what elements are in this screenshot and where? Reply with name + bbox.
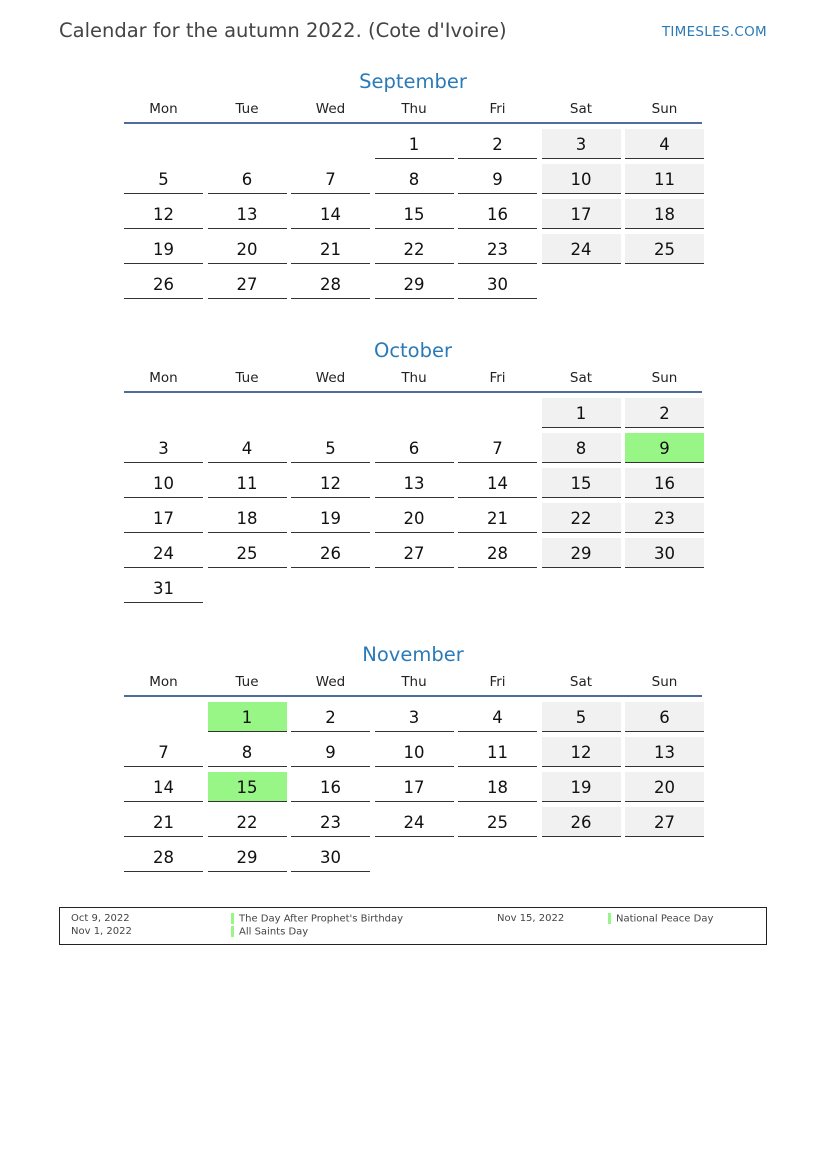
day-cell: 1 [375, 129, 454, 159]
day-cell: 13 [208, 199, 287, 229]
day-cell: 23 [458, 234, 537, 264]
weekday-label: Wed [315, 674, 346, 690]
weekend-day-cell: 17 [542, 199, 621, 229]
empty-cell [458, 398, 537, 428]
empty-cell [208, 398, 287, 428]
day-cell: 3 [124, 433, 203, 463]
weekend-day-cell: 3 [542, 129, 621, 159]
month-october [124, 339, 702, 603]
month-september [124, 70, 702, 299]
month-november [124, 643, 702, 872]
weekend-day-cell: 23 [625, 503, 704, 533]
weekday-label: Fri [489, 101, 506, 117]
month-title: October [373, 339, 453, 362]
legend-date: Oct 9, 2022 [71, 913, 130, 924]
empty-cell [124, 702, 203, 732]
weekday-label: Sun [651, 101, 678, 117]
empty-cell [124, 129, 203, 159]
weekend-day-cell: 22 [542, 503, 621, 533]
day-cell: 21 [458, 503, 537, 533]
holiday-color-swatch [231, 913, 234, 924]
day-cell: 27 [375, 538, 454, 568]
holiday-day-cell: 9 [625, 433, 704, 463]
day-cell: 21 [291, 234, 370, 264]
day-cell: 14 [458, 468, 537, 498]
day-cell: 24 [375, 807, 454, 837]
day-grid [124, 398, 702, 603]
day-cell: 18 [458, 772, 537, 802]
weekday-label: Fri [489, 370, 506, 386]
day-grid [124, 702, 702, 872]
weekend-day-cell: 18 [625, 199, 704, 229]
day-cell: 30 [458, 269, 537, 299]
day-cell: 31 [124, 573, 203, 603]
day-cell: 2 [291, 702, 370, 732]
empty-cell [291, 129, 370, 159]
day-cell: 8 [208, 737, 287, 767]
weekday-label: Sun [651, 674, 678, 690]
weekend-day-cell: 2 [625, 398, 704, 428]
site-brand-link[interactable]: TIMESLES.COM [661, 24, 767, 40]
day-cell: 5 [124, 164, 203, 194]
weekend-day-cell: 4 [625, 129, 704, 159]
weekday-label: Wed [315, 370, 346, 386]
day-cell: 23 [291, 807, 370, 837]
weekday-label: Mon [149, 101, 178, 117]
legend-date: Nov 15, 2022 [497, 913, 565, 924]
weekend-day-cell: 5 [542, 702, 621, 732]
legend-holiday-name: The Day After Prophet's Birthday [231, 913, 403, 926]
weekend-day-cell: 13 [625, 737, 704, 767]
holiday-legend [59, 907, 767, 945]
day-cell: 26 [124, 269, 203, 299]
day-cell: 30 [291, 842, 370, 872]
day-cell: 7 [124, 737, 203, 767]
weekend-day-cell: 27 [625, 807, 704, 837]
day-cell: 29 [375, 269, 454, 299]
day-cell: 4 [208, 433, 287, 463]
legend-holiday-name: All Saints Day [231, 926, 308, 939]
day-cell: 25 [458, 807, 537, 837]
weekday-label: Wed [315, 101, 346, 117]
day-cell: 19 [124, 234, 203, 264]
weekend-day-cell: 16 [625, 468, 704, 498]
page-title: Calendar for the autumn 2022. (Cote d'Ivoire) [59, 19, 507, 42]
weekday-label: Thu [401, 101, 427, 117]
day-cell: 27 [208, 269, 287, 299]
weekday-label: Tue [235, 101, 259, 117]
weekend-day-cell: 11 [625, 164, 704, 194]
month-title: November [362, 643, 464, 666]
day-cell: 17 [375, 772, 454, 802]
weekday-label: Sat [569, 101, 593, 117]
day-cell: 6 [375, 433, 454, 463]
day-cell: 22 [208, 807, 287, 837]
weekend-day-cell: 12 [542, 737, 621, 767]
weekend-day-cell: 15 [542, 468, 621, 498]
empty-cell [208, 129, 287, 159]
weekday-label: Thu [401, 370, 427, 386]
legend-holiday-name: National Peace Day [608, 913, 713, 926]
day-cell: 26 [291, 538, 370, 568]
weekday-label: Thu [401, 674, 427, 690]
weekday-header [124, 102, 702, 124]
weekend-day-cell: 19 [542, 772, 621, 802]
day-cell: 12 [124, 199, 203, 229]
day-cell: 10 [124, 468, 203, 498]
day-cell: 14 [124, 772, 203, 802]
day-cell: 21 [124, 807, 203, 837]
weekend-day-cell: 30 [625, 538, 704, 568]
day-cell: 11 [458, 737, 537, 767]
day-cell: 22 [375, 234, 454, 264]
weekday-label: Sat [569, 674, 593, 690]
day-cell: 25 [208, 538, 287, 568]
weekend-day-cell: 6 [625, 702, 704, 732]
weekday-label: Fri [489, 674, 506, 690]
weekday-label: Sun [651, 370, 678, 386]
holiday-day-cell: 15 [208, 772, 287, 802]
weekend-day-cell: 1 [542, 398, 621, 428]
day-cell: 12 [291, 468, 370, 498]
weekday-header [124, 675, 702, 697]
day-cell: 28 [124, 842, 203, 872]
day-cell: 16 [458, 199, 537, 229]
day-cell: 20 [208, 234, 287, 264]
holiday-color-swatch [231, 926, 234, 937]
empty-cell [291, 398, 370, 428]
day-cell: 2 [458, 129, 537, 159]
day-cell: 10 [375, 737, 454, 767]
weekend-day-cell: 20 [625, 772, 704, 802]
weekday-label: Sat [569, 370, 593, 386]
weekend-day-cell: 8 [542, 433, 621, 463]
day-cell: 24 [124, 538, 203, 568]
day-cell: 3 [375, 702, 454, 732]
weekend-day-cell: 10 [542, 164, 621, 194]
day-cell: 17 [124, 503, 203, 533]
weekday-label: Tue [235, 370, 259, 386]
day-grid [124, 129, 702, 299]
weekend-day-cell: 24 [542, 234, 621, 264]
holiday-color-swatch [608, 913, 611, 924]
day-cell: 9 [458, 164, 537, 194]
day-cell: 7 [291, 164, 370, 194]
day-cell: 6 [208, 164, 287, 194]
day-cell: 28 [458, 538, 537, 568]
day-cell: 28 [291, 269, 370, 299]
month-title: September [359, 70, 467, 93]
legend-date: Nov 1, 2022 [71, 926, 132, 937]
day-cell: 5 [291, 433, 370, 463]
weekday-header [124, 371, 702, 393]
day-cell: 4 [458, 702, 537, 732]
weekday-label: Tue [235, 674, 259, 690]
weekend-day-cell: 29 [542, 538, 621, 568]
day-cell: 29 [208, 842, 287, 872]
day-cell: 8 [375, 164, 454, 194]
day-cell: 13 [375, 468, 454, 498]
empty-cell [375, 398, 454, 428]
day-cell: 9 [291, 737, 370, 767]
weekday-label: Mon [149, 674, 178, 690]
day-cell: 11 [208, 468, 287, 498]
weekend-day-cell: 25 [625, 234, 704, 264]
day-cell: 14 [291, 199, 370, 229]
day-cell: 18 [208, 503, 287, 533]
day-cell: 19 [291, 503, 370, 533]
weekday-label: Mon [149, 370, 178, 386]
day-cell: 7 [458, 433, 537, 463]
day-cell: 15 [375, 199, 454, 229]
weekend-day-cell: 26 [542, 807, 621, 837]
holiday-day-cell: 1 [208, 702, 287, 732]
day-cell: 20 [375, 503, 454, 533]
empty-cell [124, 398, 203, 428]
day-cell: 16 [291, 772, 370, 802]
